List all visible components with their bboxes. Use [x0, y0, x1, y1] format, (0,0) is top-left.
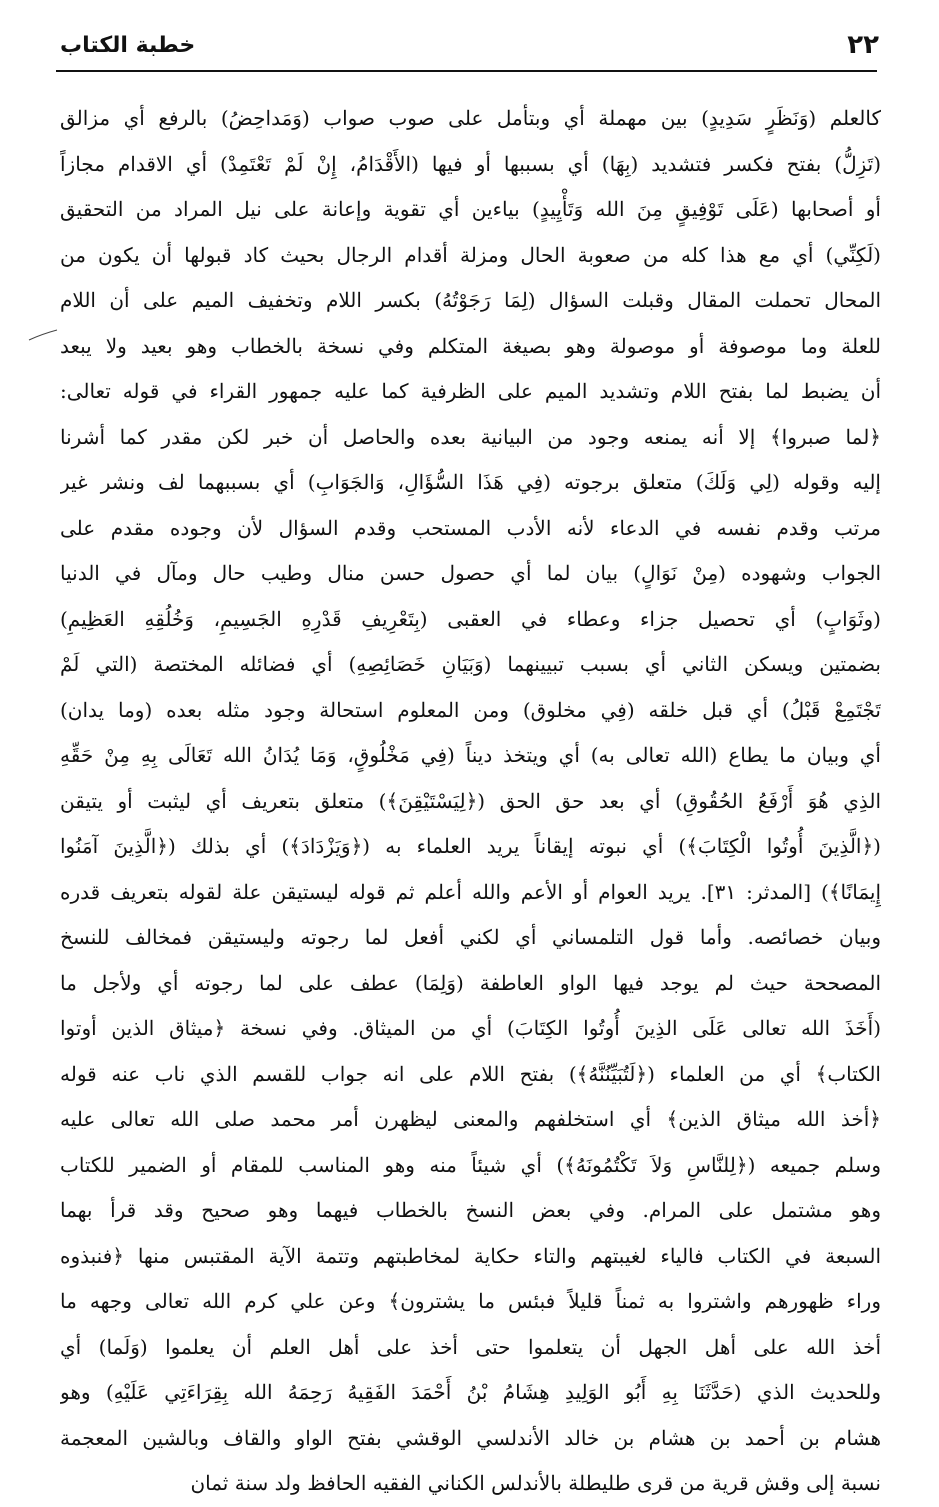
- text-line: تَجْتَمِعْ قَبْلُ) أي قبل خلقه (فِي مخلوق) ومن المعلوم استحالة وجود مثله بعده (وما يدان): [60, 697, 881, 722]
- text-line: (لَكِنِّي) أي مع هذا كله من صعوبة الحال ومزلة أقدام الرجال بحيث كاد قبولها أن يكون من: [60, 242, 881, 267]
- margin-pen-mark: [28, 328, 58, 342]
- text-line: السبعة في الكتاب فالياء لغيبتهم والتاء حكاية لمخاطبتهم وتتمة الآية المقتبس منها ﴿فنبذوه: [60, 1243, 881, 1268]
- text-line: (وثَوَابٍ) أي تحصيل جزاء وعطاء في العقبى (بِتَعْرِيفِ قَدْرِهِ الجَسِيمِ، وَخُلُقِهِ العَظِيمِ): [60, 606, 881, 631]
- running-title: خطبة الكتاب: [60, 32, 196, 58]
- text-line: ﴿أخذ الله ميثاق الذين﴾ أي استخلفهم والمعنى ليظهرن أمر محمد صلى الله تعالى عليه: [60, 1107, 881, 1131]
- text-line: أو أصحابها (عَلَى تَوْفِيقٍ مِنَ الله وَتَأْيِيدٍ) بياءين أي تقوية وإعانة على نيل المراد من التحقيق: [60, 197, 881, 221]
- text-line: ﴿لما صبروا﴾ إلا أنه يمنعه وجود من البيانية بعده والحاصل أن خبر لكن مقدر كما أشرنا: [60, 424, 881, 449]
- text-line: وبيان خصائصه. وأما قول التلمساني أي لكني أفعل لما رجوته وليستيقن فمخالف للنسخ: [60, 925, 881, 949]
- text-line: بضمتين ويسكن الثاني أي بسبب تبيينهما (وَبَيَانِ خَصَائِصِهِ) أي فضائله المختصة (التي لَمْ: [60, 652, 881, 676]
- text-line: (أَخَذَ الله تعالى عَلَى الذِينَ أُوتُوا الكِتَابَ) أي من الميثاق. وفي نسخة ﴿ميثاق الذين أوتوا: [60, 1016, 881, 1040]
- text-line: المصححة حيث لم يوجد فيها الواو العاطفة (وَلِمَا) عطف على لما رجوته أي ولأجل ما: [60, 970, 881, 995]
- text-line: هشام بن أحمد بن هشام بن خالد الأندلسي الوقشي بفتح الواو والقاف وبالشين المعجمة: [60, 1425, 881, 1450]
- text-line: وسلم جميعه (﴿لِلنَّاسِ وَلاَ تَكْتُمُونَهُ﴾) أي شيئاً منه وهو المناسب للمقام أو الضمير للكتاب: [60, 1152, 881, 1177]
- text-line: إِيمَانًا﴾) [المدثر: ٣١]. يريد العوام أو الأعم والله أعلم ثم قوله ليستيقن علة لقوله بتعريف قدره: [60, 879, 881, 904]
- text-line: وراء ظهورهم واشتروا به ثمناً قليلاً فبئس ما يشترون﴾ وعن علي كرم الله تعالى وجهه ما: [60, 1289, 881, 1313]
- text-line: للعلة وما موصوفة أو موصولة وهو بصيغة المتكلم وفي نسخة بالخطاب وهو بعيد ولا يبعد: [60, 333, 881, 358]
- text-line: الذِي هُوَ أَرْفَعُ الحُقُوقِ) أي بعد حق الحق (﴿لِيَسْتَيْقِنَ﴾) متعلق بتعريف أي ليثبت أو يتيقن: [60, 788, 881, 813]
- page-header: [60, 24, 879, 66]
- text-line: نسبة إلى وقش قرية من قرى طليطلة بالأندلس الكناني الفقيه الحافظ ولد سنة ثمان: [190, 1471, 881, 1495]
- header-divider: [56, 70, 877, 72]
- text-line: أخذ الله على أهل الجهل أن يتعلموا حتى أخذ على أهل العلم أن يعلموا (وَلَما) أي: [60, 1334, 881, 1359]
- text-line: (تَزِلُّ) بفتح فكسر فتشديد (بِهَا) أي بسببها أو فيها (الأَقْدَامُ، إِنْ لَمْ تَعْتَمِدْ) أي الاقدام مجازاً: [60, 151, 881, 176]
- text-line: وهو مشتمل على المرام. وفي بعض النسخ بالخطاب فيهما وهو صحيح وقد قرأ بهما: [60, 1198, 881, 1222]
- text-line: وللحديث الذي (حَدَّثَنَا بِهِ أَبُو الوَلِيدِ هِشَامُ بْنُ أَحْمَدَ الفَقِيهُ رَحِمَهُ الله بِقِرَاءَتِي عَلَيْهِ) وهو: [60, 1380, 881, 1404]
- text-line: المحال تحملت المقال وقبلت السؤال (لِمَا رَجَوْتُهُ) بكسر اللام وتخفيف الميم على أن اللام: [60, 288, 881, 312]
- page-number: ٢٢: [847, 30, 879, 60]
- text-line: (﴿الَّذِينَ أُوتُوا الْكِتَابَ﴾) أي نبوته إيقاناً يريد العلماء به (﴿وَيَزْدَادَ﴾) أي بذلك (﴿الَّذِينَ آمَنُوا: [60, 834, 881, 858]
- text-line: أي وبيان ما يطاع (الله تعالى به) أي ويتخذ ديناً (فِي مَخْلُوقٍ، وَمَا يُدَانُ الله تَعَالَى بِهِ مِنْ حَقِّهِ: [60, 743, 881, 767]
- text-line: الجواب وشهوده (مِنْ نَوَالٍ) بيان لما أي حصول حسن منال وطيب حال ومآل في الدنيا: [60, 561, 881, 585]
- text-line: مرتب وقدم نفسه في الدعاء لأنه الأدب المستحب وقدم السؤال لأن وجوده مقدم على: [60, 515, 881, 540]
- text-line: إليه وقوله (لِي وَلَكَ) متعلق برجوته (فِي هَذَا السُّؤَالِ، وَالجَوَابِ) أي بسببهما لف ونشر غير: [60, 470, 881, 494]
- body-text: [60, 96, 881, 1507]
- text-line: كالعلم (وَنَظَرٍ سَدِيدٍ) بين مهملة أي وبتأمل على صوب صواب (وَمَداحِضُ) بالرفع أي مزالق: [60, 106, 881, 130]
- text-line: أن يضبط لما بفتح اللام وتشديد الميم على الظرفية كما عليه جمهور القراء في قوله تعالى:: [60, 379, 881, 403]
- text-line: الكتاب﴾ أي من العلماء (﴿لَتُبَيِّنُنَّهُ﴾) بفتح اللام على انه جواب للقسم الذي ناب عنه قوله: [60, 1061, 881, 1086]
